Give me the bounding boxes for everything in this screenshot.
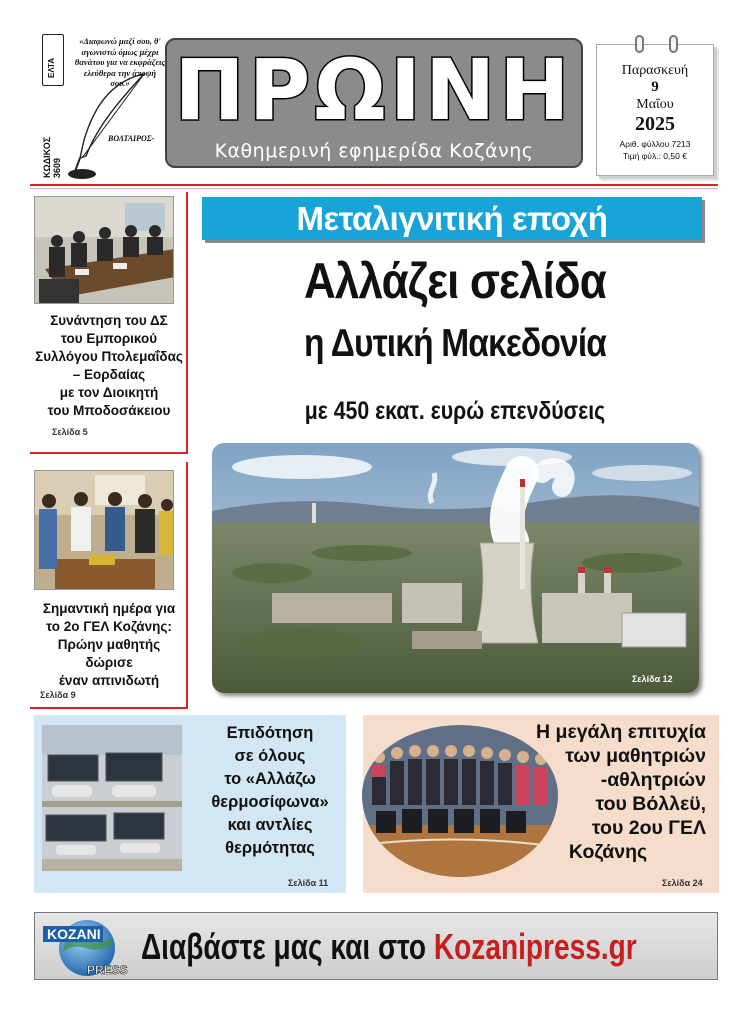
caption-line: με τον Διοικητή	[59, 385, 159, 400]
kozanipress-banner[interactable]	[34, 912, 718, 980]
kozanipress-logo	[41, 916, 133, 978]
story-caption-meeting[interactable]	[30, 312, 188, 420]
headline-line: Κοζάνης	[568, 841, 648, 863]
headline-line: -αθλητριών	[600, 769, 706, 791]
page-reference: Σελίδα 11	[288, 878, 329, 888]
issue-price: Τιμή φύλ.: 0,50 €	[623, 151, 687, 161]
month: Μαΐου	[636, 97, 674, 112]
caption-line: το 2ο ΓΕΛ Κοζάνης:	[46, 619, 172, 634]
page-reference: Σελίδα 5	[52, 427, 88, 437]
caption-line: Σημαντική ημέρα για	[42, 601, 176, 616]
banner-slogan[interactable]	[141, 919, 637, 975]
quote-block	[38, 30, 168, 180]
headline-line: και αντλίες	[227, 816, 313, 834]
postal-code	[42, 137, 62, 178]
page-reference: Σελίδα 12	[632, 674, 673, 684]
banner-slogan-text: Διαβάστε μας και στο	[141, 926, 434, 967]
issue-number: Αριθ. φύλλου 7213	[619, 139, 691, 149]
headline-line: σε όλους	[234, 747, 306, 765]
day-number: 9	[651, 79, 659, 95]
solar-heaters-photo	[42, 725, 182, 871]
date-calendar	[596, 44, 714, 176]
story-divider	[30, 452, 188, 454]
newspaper-subtitle: Καθημερινή εφημερίδα Κοζάνης	[214, 140, 534, 162]
banner-site-link[interactable]: Kozanipress.gr	[433, 926, 637, 967]
kicker-text: Μεταλιγνιτική εποχή	[296, 200, 608, 237]
caption-line: του Εμπορικού	[60, 331, 158, 346]
caption-line: Πρώην μαθητής	[57, 637, 161, 652]
headline-line: Η μεγάλη επιτυχία	[536, 721, 706, 743]
lead-subheadline: με 450 εκατ. ευρώ επενδύσεις	[304, 397, 606, 425]
caption-line: έναν απινιδωτή	[58, 673, 160, 688]
logo-bottom-text: PRESS	[87, 963, 128, 977]
calendar-ring-icon	[635, 35, 644, 53]
headline-line: του Βόλλεϋ,	[595, 793, 706, 815]
voltaire-quote: «Διαφωνώ μαζί σου, θ' αγωνιστώ όμως μέχρι θανάτου για να εκφράζεις ελεύθερα την άποψή σου.»	[74, 36, 166, 88]
calendar-ring-icon	[669, 35, 678, 53]
code-label: ΚΩΔΙΚΟΣ	[42, 136, 52, 178]
lead-kicker	[202, 197, 702, 240]
headline-line: το «Αλλάζω	[224, 770, 316, 788]
page-reference: Σελίδα 9	[40, 690, 76, 700]
header-divider-thin	[30, 188, 718, 189]
caption-line: Συνάντηση του ΔΣ	[50, 313, 168, 328]
headline-line: Επιδότηση	[226, 724, 314, 742]
headline-line: του 2ου ΓΕΛ	[591, 817, 706, 839]
volleyball-headline	[470, 720, 718, 864]
page-reference: Σελίδα 24	[662, 878, 703, 888]
header-divider	[30, 184, 718, 186]
headline-line: των μαθητριών	[565, 745, 706, 767]
headline-line: θερμότητας	[225, 839, 315, 857]
defibrillator-photo	[34, 470, 174, 590]
year: 2025	[635, 113, 675, 135]
story-caption-defibrillator[interactable]	[30, 600, 188, 690]
code-number: 3609	[52, 157, 62, 178]
headline-line: θερμοσίφωνα»	[211, 793, 329, 811]
newspaper-title: ΠΡΩΙΝΗ	[174, 41, 574, 139]
story-divider	[30, 707, 188, 709]
caption-line: Συλλόγου Πτολεμαΐδας	[35, 349, 183, 364]
elta-label: ΕΛΤΑ	[47, 57, 56, 78]
power-plant-photo	[212, 443, 699, 693]
logo-top-text: KOZANI	[47, 926, 101, 942]
caption-line: – Εορδαίας	[72, 367, 146, 382]
newspaper-masthead	[165, 38, 583, 168]
meeting-photo	[34, 196, 174, 304]
heater-subsidy-headline	[200, 722, 340, 860]
weekday: Παρασκευή	[621, 63, 689, 78]
caption-line: δώρισε	[85, 655, 133, 670]
caption-line: του Μποδοσάκειου	[47, 403, 171, 418]
lead-headline-secondary[interactable]: η Δυτική Μακεδονία	[303, 322, 607, 365]
lead-headline[interactable]: Αλλάζει σελίδα	[304, 253, 606, 309]
quote-author: ΒΟΛΤΑΙΡΟΣ-	[108, 134, 155, 143]
